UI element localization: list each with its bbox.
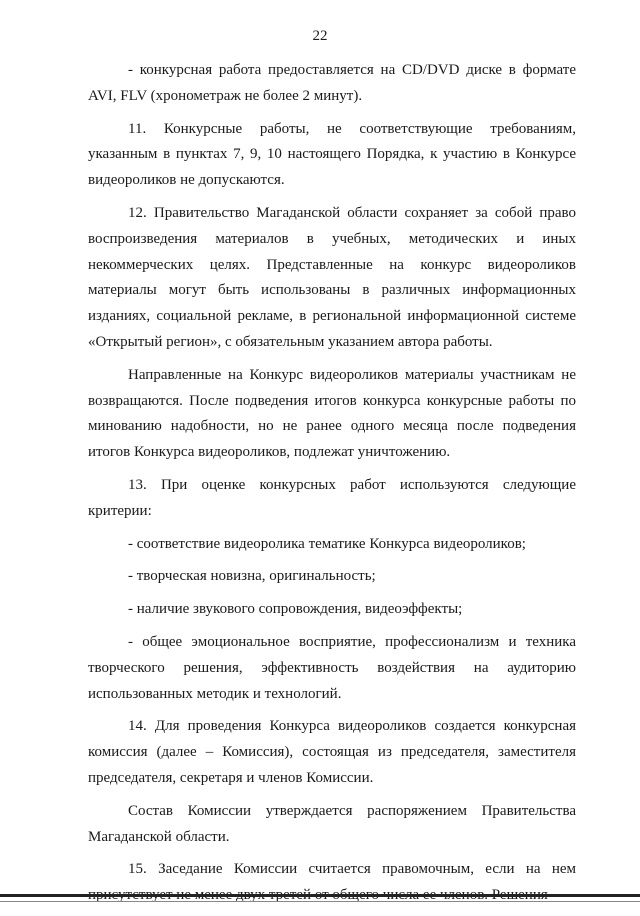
paragraph-14: 14. Для проведения Конкурса видеороликов создается конкурсная комиссия (далее – Комиссия), состоящая из председателя, заместителя председателя, секретаря и членов Комиссии. [88,718,576,786]
criteria-item: - соответствие видеоролика тематике Конкурса видеороликов; [128,535,526,552]
criteria-item: - творческая новизна, оригинальность; [128,568,376,585]
scan-bottom-edge-thin [0,901,640,902]
paragraph-11: 11. Конкурсные работы, не соответствующие требованиям, указанным в пунктах 7, 9, 10 настоящего Порядка, к участию в Конкурсе видеороликов не допускаются. [88,120,576,189]
criteria-item: - наличие звукового сопровождения, видеоэффекты; [128,601,463,618]
paragraph-format-requirement: - конкурсная работа предоставляется на CD/DVD диске в формате AVI, FLV (хронометраж не более 2 минут). [88,62,576,104]
paragraph-13: 13. При оценке конкурсных работ используются следующие критерии: [88,476,576,519]
paragraph-12: 12. Правительство Магаданской области сохраняет за собой право воспроизведения материалов в учебных, методических и иных некоммерческих целях. Представленные на конкурс видеороликов материалы могут быть использованы в различных информационных изданиях, социальной рекламе, в региональной информационной системе «Открытый регион», с обязательным указанием автора работы. [88,204,576,350]
page-number: 22 [312,28,328,44]
paragraph-15: 15. Заседание Комиссии считается правомочным, если на нем [128,861,576,878]
criteria-item: - общее эмоциональное восприятие, профессионализм и техника творческого решения, эффективность воздействия на аудиторию использованных методик и технологий. [88,633,576,702]
paragraph-12-materials: Направленные на Конкурс видеороликов материалы участникам не возвращаются. После подведения итогов конкурса конкурсные работы по минованию надобности, но не ранее одного месяца после подведения итогов Конкурса видеороликов, подлежат уничтожению. [88,366,576,461]
paragraph-14-composition: Состав Комиссии утверждается распоряжением Правительства Магаданской области. [88,802,576,845]
scan-bottom-edge [0,894,640,897]
document-body [88,58,576,916]
